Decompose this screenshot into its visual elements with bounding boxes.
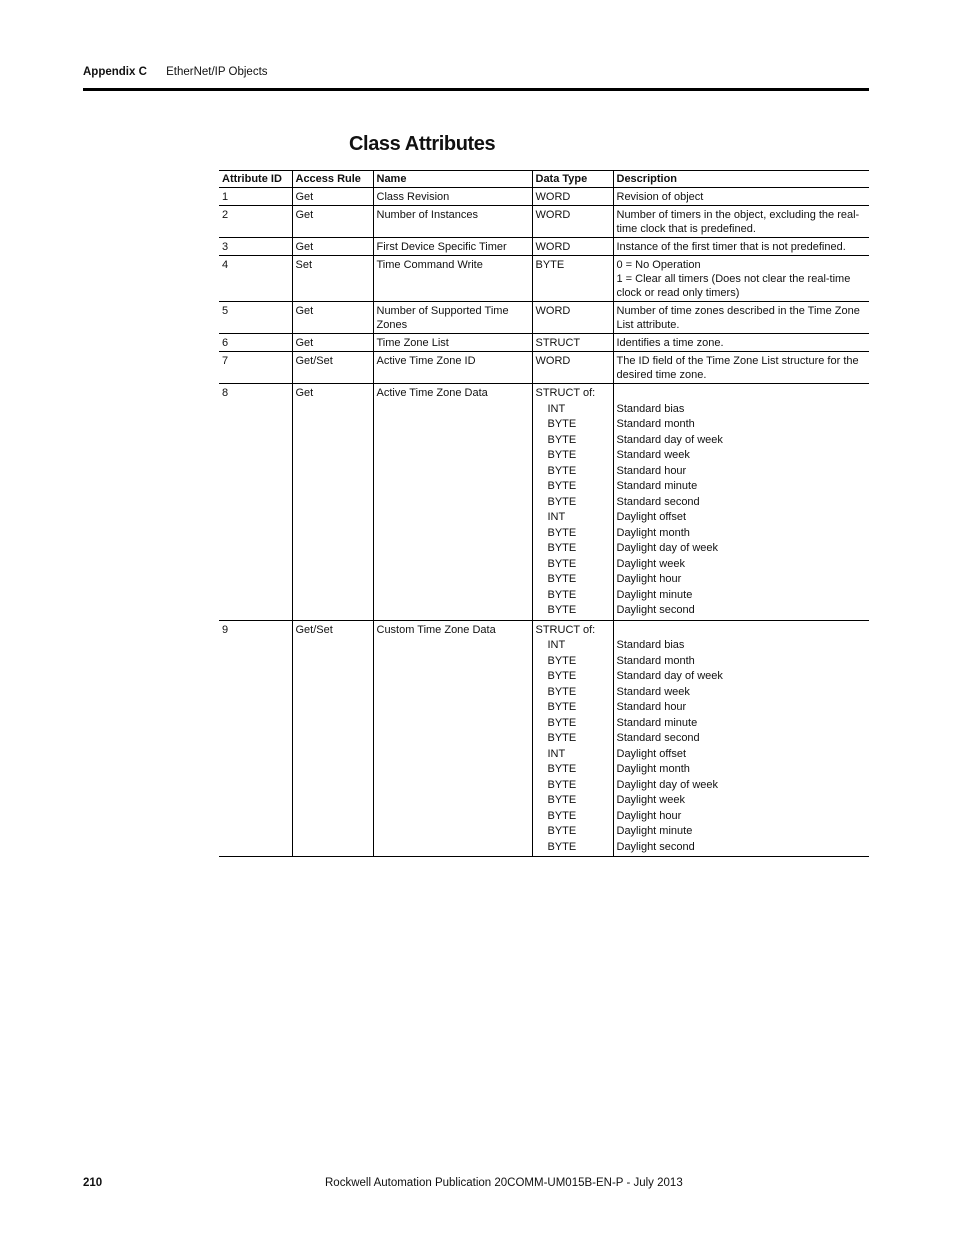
member-type: BYTE [547,418,577,430]
member-type: INT [547,402,566,415]
attribute-id-cell: 4 [219,256,292,302]
description-cell [613,620,869,857]
member-description: Daylight second [616,604,695,616]
name-cell: First Device Specific Timer [373,238,532,256]
member-type: BYTE [547,495,577,508]
attribute-id-cell: 3 [219,238,292,256]
member-type: BYTE [547,464,577,477]
column-header: Attribute ID [219,171,292,188]
member-type: BYTE [547,840,577,853]
appendix-label: Appendix C [83,66,147,78]
attribute-id-cell: 9 [219,620,292,857]
member-description: Daylight month [616,526,690,539]
member-type: INT [547,639,566,651]
table-row [219,334,869,352]
member-description: Daylight hour [616,809,682,822]
data-type-cell: WORD [532,188,613,206]
section-label: EtherNet/IP Objects [166,66,268,78]
member-description: Standard second [616,495,700,508]
access-rule-cell: Get [292,302,373,334]
member-type: BYTE [547,604,577,616]
member-description: Standard bias [616,639,685,651]
member-description: Standard hour [616,464,687,477]
access-rule-cell: Set [292,256,373,302]
data-type-cell: WORD [532,206,613,238]
attribute-id-cell: 1 [219,188,292,206]
table-row [219,352,869,384]
description-line: 0 = No Operation [616,259,701,271]
member-description: Daylight week [616,557,685,570]
member-type: BYTE [547,542,577,554]
data-type-text: STRUCT of: [535,387,596,399]
description-cell: The ID field of the Time Zone List structure for the desired time zone. [613,352,869,384]
header-rule [83,88,869,91]
member-type: BYTE [547,449,577,461]
description-cell: Number of timers in the object, excluding the real-time clock that is predefined. [613,206,869,238]
member-description: Daylight day of week [616,778,718,791]
member-type: BYTE [547,433,577,446]
column-header: Description [613,171,869,188]
access-rule-cell: Get [292,384,373,621]
description-spacer [617,386,867,402]
member-type: INT [547,747,566,760]
access-rule-cell: Get [292,238,373,256]
member-description: Standard hour [616,701,687,713]
data-type-cell: WORD [532,352,613,384]
attribute-id-cell: 2 [219,206,292,238]
table-header-row [219,171,869,188]
member-description: Standard month [616,654,695,667]
table-row [219,188,869,206]
member-type: BYTE [547,701,577,713]
member-description: Standard week [616,685,690,698]
member-description: Daylight offset [616,747,687,760]
member-description: Standard minute [616,480,698,492]
description-cell: Number of time zones described in the Time Zone List attribute. [613,302,869,334]
table-row [219,256,869,302]
data-type-cell: WORD [532,302,613,334]
table-body [219,188,869,857]
member-type: BYTE [547,809,577,822]
member-type: BYTE [547,685,577,698]
description-spacer [617,623,867,639]
member-description: Standard second [616,732,700,744]
data-type-cell: STRUCT [532,334,613,352]
section-title: Class Attributes [349,133,496,155]
attribute-id-cell: 7 [219,352,292,384]
member-description: Daylight second [616,840,695,853]
member-type: BYTE [547,480,577,492]
member-type: BYTE [547,825,577,837]
access-rule-cell: Get/Set [292,352,373,384]
member-type: BYTE [547,794,577,806]
name-cell: Class Revision [373,188,532,206]
attribute-id-cell: 8 [219,384,292,621]
publication-info: Rockwell Automation Publication 20COMM-UM015B-EN-P - July 2013 [325,1177,683,1189]
name-cell: Number of Supported Time Zones [373,302,532,334]
table-row [219,238,869,256]
class-attributes-table [219,170,869,857]
member-description: Daylight hour [616,573,682,585]
data-type-cell [532,620,613,857]
member-type: BYTE [547,670,577,682]
member-type: BYTE [547,763,577,775]
name-cell: Custom Time Zone Data [373,620,532,857]
member-description: Standard week [616,449,690,461]
member-description: Standard month [616,418,695,430]
access-rule-cell: Get [292,334,373,352]
member-description: Standard minute [616,716,698,729]
table-row [219,302,869,334]
member-description: Daylight offset [616,511,687,523]
description-cell: Revision of object [613,188,869,206]
table-row [219,206,869,238]
description-cell: Instance of the first timer that is not predefined. [613,238,869,256]
table-row [219,384,869,621]
table-row [219,620,869,857]
attribute-id-cell: 5 [219,302,292,334]
name-cell: Time Zone List [373,334,532,352]
description-line: 1 = Clear all timers (Does not clear the real-time clock or read only timers) [616,273,851,299]
description-cell: Identifies a time zone. [613,334,869,352]
member-type: BYTE [547,716,577,729]
access-rule-cell: Get [292,188,373,206]
name-cell: Time Command Write [373,256,532,302]
member-type: BYTE [547,557,577,570]
member-description: Standard bias [616,402,685,415]
member-type: BYTE [547,526,577,539]
member-type: BYTE [547,732,577,744]
member-type: BYTE [547,654,577,667]
member-description: Standard day of week [616,670,723,682]
member-description: Standard day of week [616,433,723,446]
description-cell [613,256,869,302]
name-cell: Active Time Zone Data [373,384,532,621]
member-description: Daylight minute [616,588,693,601]
name-cell: Active Time Zone ID [373,352,532,384]
running-header [83,66,268,78]
page-number: 210 [83,1177,103,1189]
member-description: Daylight month [616,763,690,775]
data-type-cell: BYTE [532,256,613,302]
attribute-id-cell: 6 [219,334,292,352]
column-header: Access Rule [292,171,373,188]
member-type: BYTE [547,588,577,601]
access-rule-cell: Get/Set [292,620,373,857]
member-type: BYTE [547,778,577,791]
column-header: Name [373,171,532,188]
name-cell: Number of Instances [373,206,532,238]
description-cell [613,384,869,621]
data-type-cell [532,384,613,621]
member-description: Daylight week [616,794,685,806]
member-type: BYTE [547,573,577,585]
member-type: INT [547,511,566,523]
data-type-cell: WORD [532,238,613,256]
column-header: Data Type [532,171,613,188]
member-description: Daylight day of week [616,542,718,554]
member-description: Daylight minute [616,825,693,837]
data-type-text: STRUCT of: [535,623,596,636]
access-rule-cell: Get [292,206,373,238]
